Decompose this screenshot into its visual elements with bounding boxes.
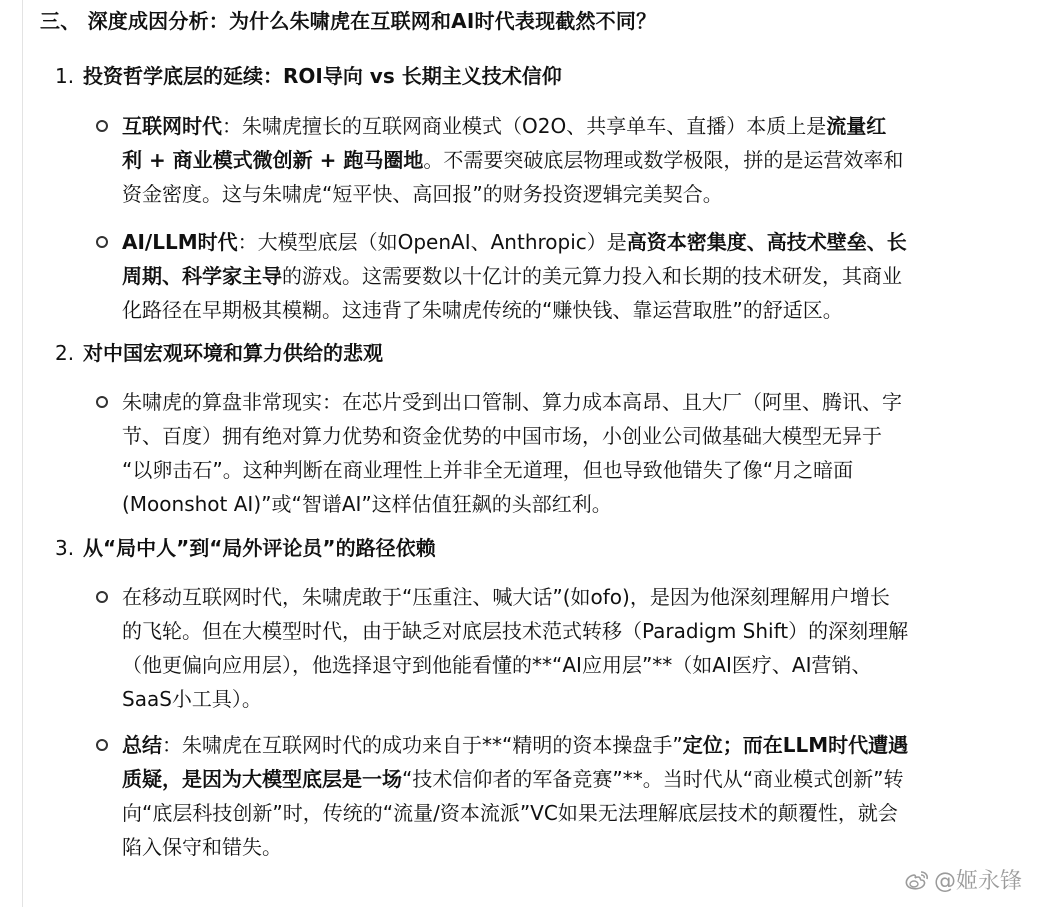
section-1-title (55, 63, 562, 89)
weibo-icon (904, 869, 930, 891)
section-1-item-1 (122, 109, 1022, 211)
text-line (122, 453, 1022, 487)
text-run: (Moonshot AI)”或“智谱AI”这样估值狂飙的头部红利。 (122, 492, 612, 516)
text-line (122, 109, 1022, 143)
text-run: 在移动互联网时代，朱啸虎敢于“压重注、喊大话”(如ofo)，是因为他深刻理解用户增长 (122, 585, 890, 609)
text-line (122, 385, 1022, 419)
text-run: “技术信仰者的军备竞赛”**。当时代从“商业模式创新”转 (402, 767, 904, 791)
bold-text: 周期、科学家主导 (122, 264, 282, 288)
text-run: “以卵击石”。这种判断在商业理性上并非全无道理，但也导致他错失了像“月之暗面 (122, 458, 854, 482)
text-line (122, 796, 1022, 830)
text-line (122, 293, 1022, 327)
text-line (122, 728, 1022, 762)
bold-text: 流量红 (826, 114, 887, 138)
text-line (122, 419, 1022, 453)
bold-text: AI/LLM时代 (122, 230, 238, 254)
text-run: 节、百度）拥有绝对算力优势和资金优势的中国市场，小创业公司做基础大模型无异于 (122, 424, 882, 448)
bold-text: 定位；而在LLM时代遭遇 (682, 733, 909, 757)
text-run: 的游戏。这需要数以十亿计的美元算力投入和长期的技术研发，其商业 (282, 264, 902, 288)
section-3-title (55, 535, 436, 561)
text-run: 向“底层科技创新”时，传统的“流量/资本流派”VC如果无法理解底层技术的颠覆性，就会 (122, 801, 898, 825)
section-title-text: 从“局中人”到“局外评论员”的路径依赖 (83, 536, 436, 560)
bullet-circle-icon (96, 739, 108, 751)
section-3-item-1 (122, 580, 1022, 716)
section-1-item-2 (122, 225, 1022, 327)
text-line (122, 762, 1022, 796)
text-line (122, 830, 1022, 864)
section-number: 1. (55, 64, 75, 88)
text-run: ：大模型底层（如OpenAI、Anthropic）是 (237, 230, 627, 254)
bullet-circle-icon (96, 120, 108, 132)
text-line (122, 225, 1022, 259)
text-run: （他更偏向应用层），他选择退守到他能看懂的**“AI应用层”**（如AI医疗、AI营销、 (122, 653, 872, 677)
text-run: 。不需要突破底层物理或数学极限，拼的是运营效率和 (423, 148, 904, 172)
text-run: 化路径在早期极其模糊。这违背了朱啸虎传统的“赚快钱、靠运营取胜”的舒适区。 (122, 298, 843, 322)
watermark (904, 864, 1022, 895)
left-border-line (22, 0, 23, 907)
text-line (122, 580, 1022, 614)
text-run: 资金密度。这与朱啸虎“短平快、高回报”的财务投资逻辑完美契合。 (122, 182, 723, 206)
section-2-title (55, 340, 383, 366)
section-number: 3. (55, 536, 75, 560)
watermark-text: @姬永锋 (934, 869, 1023, 894)
bold-text: 质疑，是因为大模型底层是一场 (122, 767, 402, 791)
bullet-circle-icon (96, 236, 108, 248)
bullet-circle-icon (96, 396, 108, 408)
text-run: SaaS小工具）。 (122, 687, 262, 711)
text-line (122, 648, 1022, 682)
text-run: 的飞轮。但在大模型时代，由于缺乏对底层技术范式转移（Paradigm Shift）的深刻理解 (122, 619, 909, 643)
text-run: 陷入保守和错失。 (122, 835, 282, 859)
text-run: ：朱啸虎擅长的互联网商业模式（O2O、共享单车、直播）本质上是 (222, 114, 827, 138)
section-title-text: 投资哲学底层的延续：ROI导向 vs 长期主义技术信仰 (83, 64, 562, 88)
section-3-item-2 (122, 728, 1022, 864)
bullet-circle-icon (96, 591, 108, 603)
bold-text: 总结 (122, 733, 162, 757)
text-line (122, 259, 1022, 293)
text-line (122, 614, 1022, 648)
section-2-item-1 (122, 385, 1022, 521)
section-heading: 三、 深度成因分析：为什么朱啸虎在互联网和AI时代表现截然不同？ (40, 9, 657, 33)
bold-text: 利 + 商业模式微创新 + 跑马圈地 (122, 148, 424, 172)
text-line (122, 682, 1022, 716)
text-run: 朱啸虎的算盘非常现实：在芯片受到出口管制、算力成本高昂、且大厂（阿里、腾讯、字 (122, 390, 902, 414)
bold-text: 互联网时代 (122, 114, 222, 138)
section-title-text: 对中国宏观环境和算力供给的悲观 (83, 341, 383, 365)
text-line (122, 143, 1022, 177)
bold-text: 高资本密集度、高技术壁垒、长 (626, 230, 907, 254)
text-line (122, 177, 1022, 211)
text-run: ：朱啸虎在互联网时代的成功来自于**“精明的资本操盘手” (162, 733, 683, 757)
text-line (122, 487, 1022, 521)
section-number: 2. (55, 341, 75, 365)
